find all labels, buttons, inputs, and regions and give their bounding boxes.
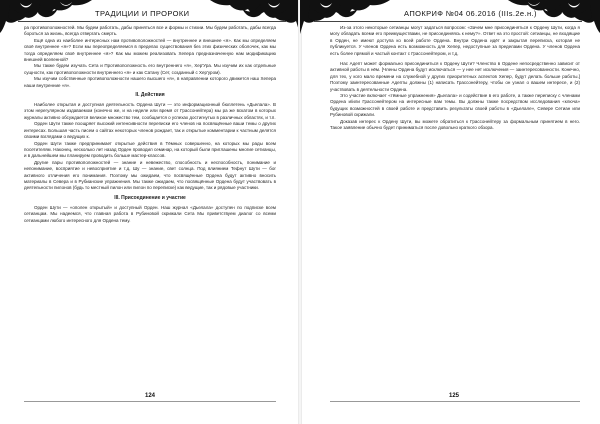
- paragraph: Ещё одна из наиболее интересных нам противоположностей — внутреннее и внешнее «я». Как мы определяем своё внутреннее «я»? Если мы переопределяемся в пределах существования без этих физических оболочек, как мы тогда определяем своё внутреннее «я»? Как мы можем реализовать Хепера предназначенную нам модификацию внешней вселенной?: [24, 37, 276, 63]
- paragraph: Мы также будем изучать Сета и Противоположность его внутреннего «я», Хер'Ура. Мы изучим их как отдельные сущности, как противоположности внутреннего «я» и как Сатану (Сет, созданный с Хер'уром).: [24, 63, 276, 75]
- paragraph: Из-за этого некоторые сетианцы могут задаться вопросом: «Зачем мне присоединяться к Ордену Шути, когда я могу обладать всеми его преимуществами, не присоединяясь к нему?». Ответ на это простой: сетианцы, не входящие в Орден, не имеют доступа ко всей работе Ордена. Внутри Ордена идёт и закрытая переписка, которая не публикуется. У членов Ордена есть возможность для Хепер, недоступные за пределами Ордена. У членов Ордена есть более прямой и частый контакт с Грассонейтером, и т.д.: [330, 25, 580, 56]
- running-head-rule: [18, 21, 286, 22]
- paragraph: ра противоположностей. Мы будем работать, дабы приняться все и формы и стихии. Мы будем работать, дабы всегда бороться за жизнь, всегда отвергать смерть.: [24, 25, 276, 37]
- running-head: ТРАДИЦИИ И ПРОРОКИ: [95, 9, 190, 18]
- right-page: [300, 0, 600, 424]
- section-heading: III. Присоединение и участие: [114, 194, 186, 201]
- page-number: 125: [448, 393, 459, 399]
- paragraph: Орден Шути — «ополен открытый» и доступный Орден. Наш журнал «Дьелала» доступен по подписке всем сетианцам. Мы надеемся, что главная работа в Рубиновой скрижали Сета Мы приветствуем диалог со всеми сетианцами любого интересного для Ордена тему.: [24, 204, 276, 223]
- right-page-body: [330, 25, 580, 132]
- paragraph: Орден Шути также предпринимает открытые действия в Тёмных совершенно, на которых мы рады всем посетителям. Наконец, несколько лет назад Орден проводил семинар, на который были приглашены многие сетианцы, и в дальнейшем мы планируем проводить больше мастер-классов.: [24, 140, 276, 159]
- running-head-rule: [314, 21, 582, 22]
- paragraph: Мы изучим собственные противоположности нашего высшего «я», в направлении которого движется наш Хепера наши внутренние «я».: [24, 76, 276, 88]
- section-heading: II. Действия: [135, 92, 165, 99]
- paragraph: Орден Шути также поощряет высокий интенсивности переписки его членов на посвящённые ваши темы о других интересах. Большая часть писем о сайтах некоторых членов рождает, так и открытые комментарии к частным делятся своими взглядами о ведущих к.: [24, 121, 276, 140]
- footer-rule: [330, 401, 580, 402]
- paragraph: Доказав интерес к Ордену Шути, вы можете обратиться к Грассонейтеру за формальным принятием в него. Такое заявление обычно будет приниматься после довольно краткого обзора.: [330, 118, 580, 131]
- running-head: АПОКРИФ №04 06.2016 (IIIs.2e.н.): [404, 9, 537, 18]
- paragraph: Наиболее открытая и доступная деятельность Ордена Шути — это информационный бюллетень «Дьелала». В этом нерегулярном издаваемом (конечно же, и на неделе или время от Грассонейтера) мы ра же вскатом в которых журналы активно обсуждается великое множество тем, сообщается о успехах достигнутых в различных областях, и т.п.: [24, 102, 276, 120]
- left-page-body: [24, 25, 276, 224]
- footer-rule: [24, 401, 276, 402]
- paragraph: Нас Адепт может формально присоединиться к Ордену Шути? Членство в Ордене непосредственно зависит от активной работы в нём. [Члены Ордена будут исключаться — у нее нет исключения — заинтересованности. Конечно, для тех, у кого мало времени на служебной у других приоритетных аспектов Хепер, будут делать больше работы.] Поэтому заинтересованные Адепты должны (1) написать Грассонейтеру, чтобы он узнал о вашем интересе, и (2) участвовать в деятельности Ордена.: [330, 61, 580, 92]
- paragraph: Это участие включает «тёмные упражнения» Дьелала» и содействие в его работе, а также переписку с членами Ордена и/или Грассонейтером на интересные вам темы. Вы должны также посредством исследования «ключа» будущих возможностей в своей работе и представить результаты своей работы в «Дьелале», Севере Сетиан или Рубиновой скрижали.: [330, 93, 580, 118]
- paragraph: Другие пары противоположностей — знание и невежество, способность и неспособность, понимание и непонимание, восприятие и невосприятие и т.д. Шу — знание, свет солнца. Под влиянием Тефнут Шути — бог активного отличения его понимания. Поэтому мы ожидаем, что посвящённые Ордена будут активно вносить материалы в Севера и в Рубианские упражнения. Мы также ожидаем, что посвящённые Ордена будут участвовать в деятельности пилонов (будь то местный пилон или пилон по переписке) как ведущие, так и рядовые участники.: [24, 159, 276, 191]
- page-number: 124: [144, 393, 155, 399]
